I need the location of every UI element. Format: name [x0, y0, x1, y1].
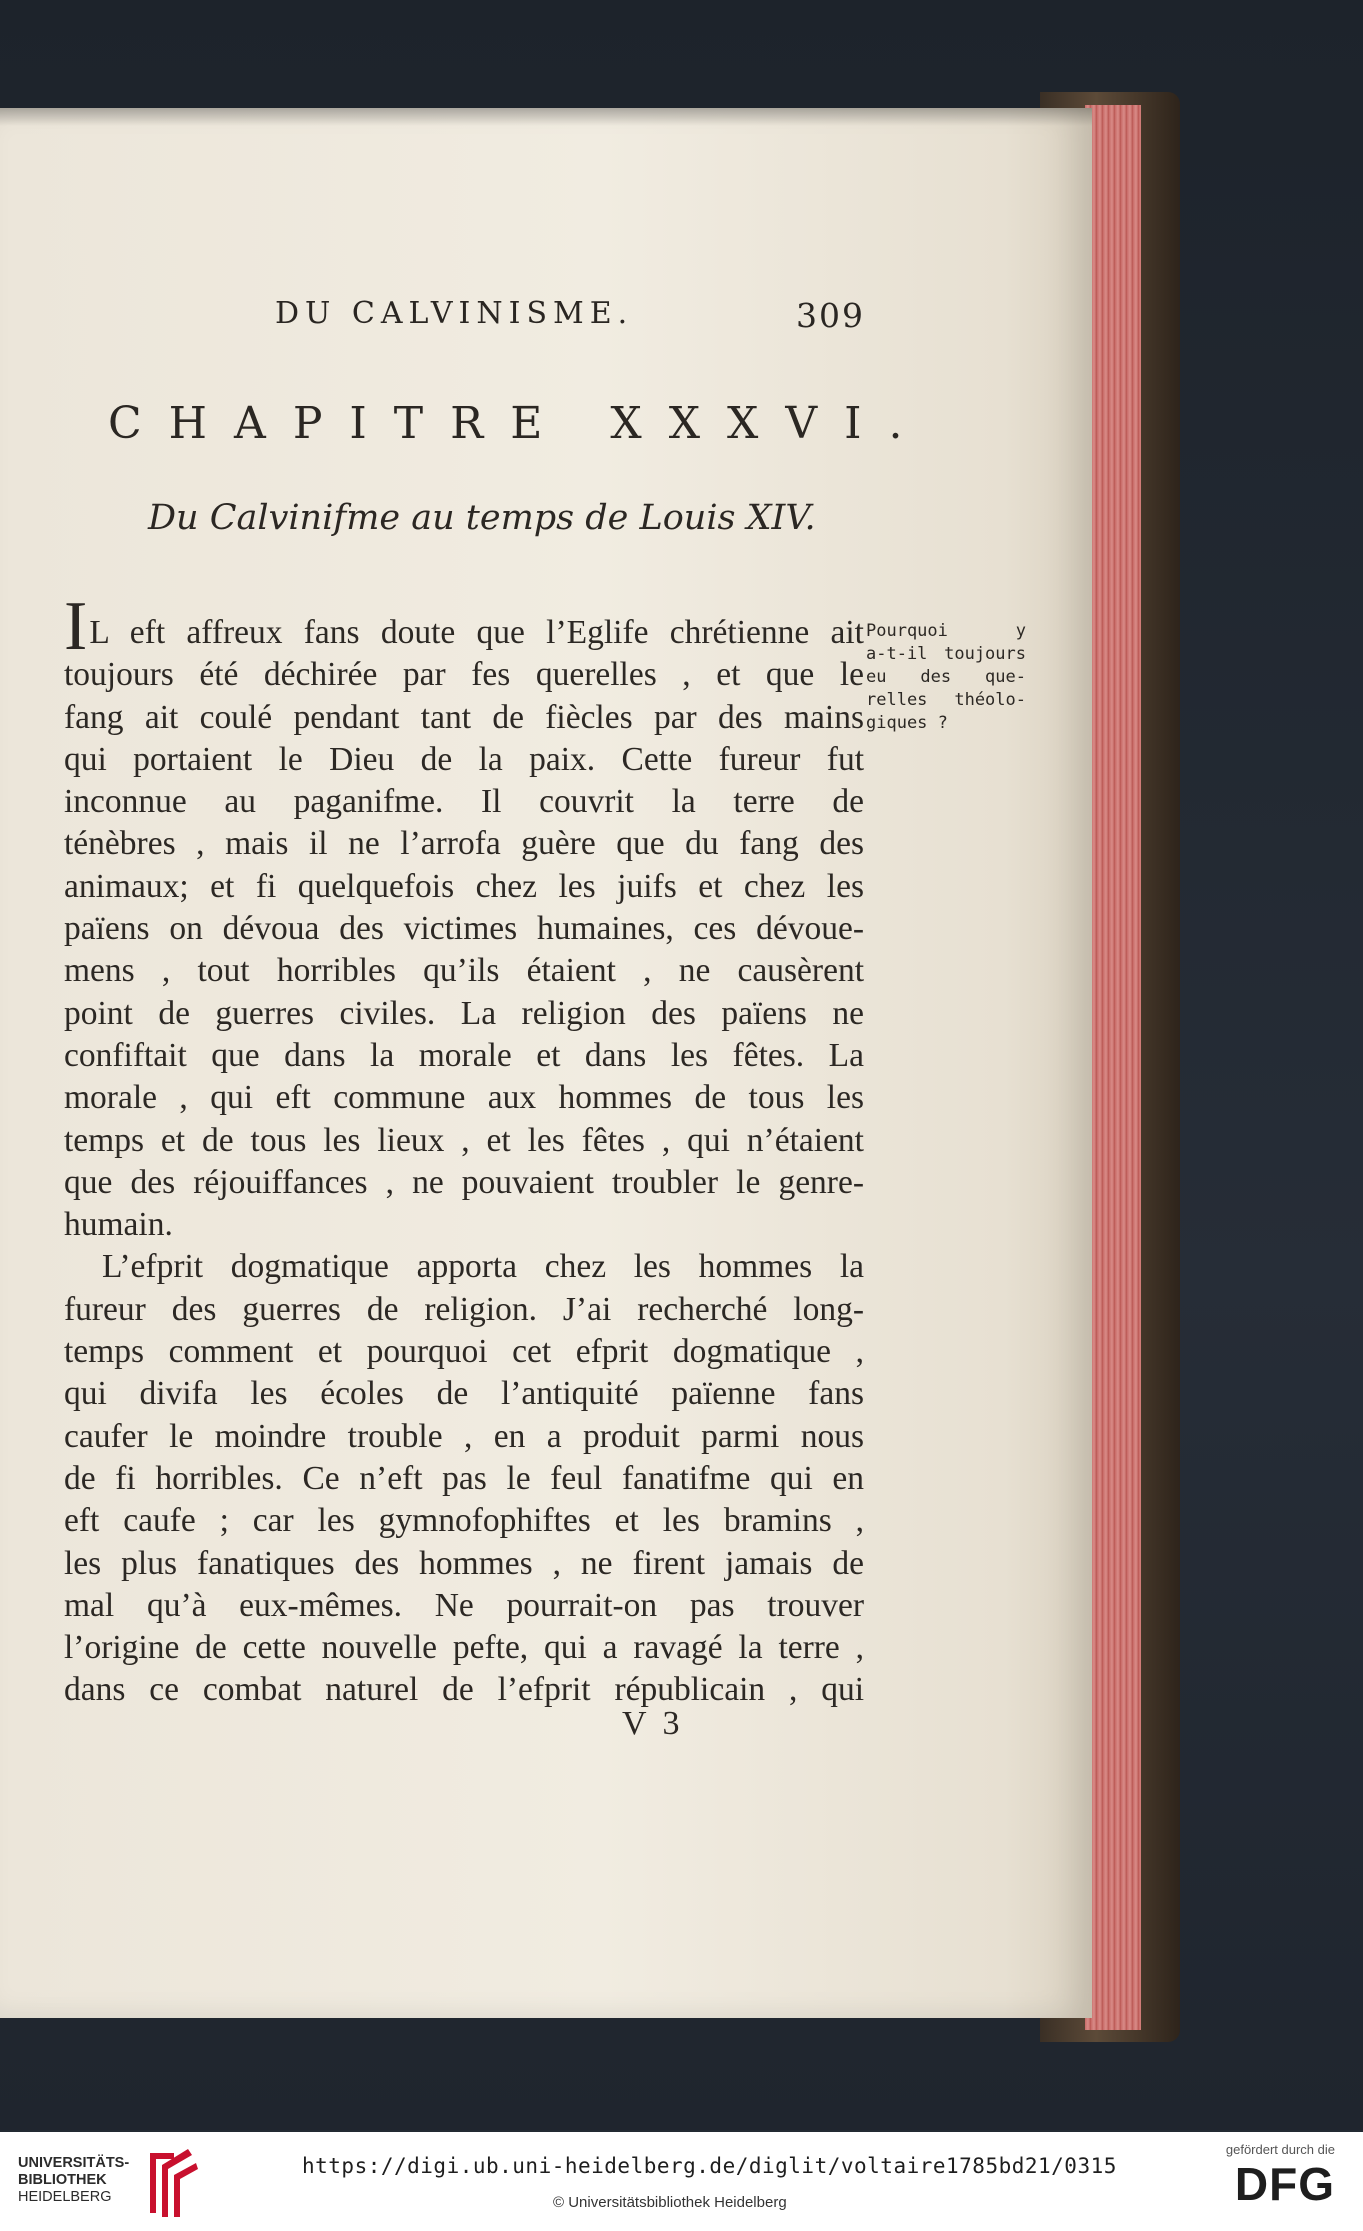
chapter-heading: CHAPITRE XXXVI.: [108, 398, 930, 449]
margin-note-line: Pourquoi y: [866, 621, 1026, 641]
footer-bar: [0, 2132, 1363, 2231]
text-line: morale , qui eft commune aux hommes de tous les: [64, 1079, 864, 1117]
text-line: temps comment et pourquoi cet efprit dogmatique ,: [64, 1333, 864, 1371]
page-number: 309: [796, 296, 865, 335]
library-emblem-icon: [140, 2147, 202, 2219]
text-line: de fi horribles. Ce n’eft pas le feul fanatifme qui en: [64, 1459, 864, 1497]
text-line: l’origine de cette nouvelle pefte, qui a ravagé la terre ,: [64, 1629, 864, 1667]
text-line: païens on dévoua des victimes humaines, ces dévoue-: [64, 910, 864, 948]
text-line: fang ait coulé pendant tant de fiècles par des mains: [64, 698, 864, 736]
page-red-edge: [1085, 105, 1141, 2030]
margin-note: [866, 620, 1026, 735]
text-line: qui divifa les écoles de l’antiquité païenne fans: [64, 1375, 864, 1413]
signature-mark: V 3: [622, 1705, 684, 1742]
margin-note-line: giques ?: [866, 713, 948, 733]
running-header: [275, 296, 865, 346]
text-line: mal qu’à eux-mêmes. Ne pourrait-on pas trouver: [64, 1586, 864, 1624]
text-line: inconnue au paganifme. Il couvrit la terre de: [64, 783, 864, 821]
text-line: temps et de tous les lieux , et les fêtes , qui n’étaient: [64, 1121, 864, 1159]
body-text: [64, 588, 864, 1712]
text-line: toujours été déchirée par fes querelles , et que le: [64, 656, 864, 694]
text-line: les plus fanatiques des hommes , ne firent jamais de: [64, 1544, 864, 1582]
dfg-logo[interactable]: DFG: [1234, 2158, 1335, 2210]
funding-info: [1190, 2142, 1335, 2222]
text-line: point de guerres civiles. La religion des païens ne: [64, 994, 864, 1032]
text-line: ténèbres , mais il ne l’arrofa guère que du fang des: [64, 825, 864, 863]
text-line: IL eft affreux fans doute que l’Eglife chrétienne ait: [64, 588, 864, 665]
text-line: humain.: [64, 1206, 173, 1244]
text-line: L’efprit dogmatique apporta chez les hommes la: [102, 1248, 864, 1286]
library-name: UNIVERSITÄTS- BIBLIOTHEK HEIDELBERG: [18, 2155, 130, 2205]
source-url-link[interactable]: https://digi.ub.uni-heidelberg.de/diglit/voltaire1785bd21/0315: [302, 2154, 1117, 2178]
text-line: dans ce combat naturel de l’efprit républicain , qui: [64, 1671, 864, 1709]
text-line: que des réjouiffances , ne pouvaient troubler le genre-: [64, 1163, 864, 1201]
page-shadow: [0, 108, 1092, 126]
funding-label: gefördert durch die: [1225, 2142, 1335, 2157]
running-title: DU CALVINISME.: [275, 296, 634, 331]
text-line: caufer le moindre trouble , en a produit parmi nous: [64, 1417, 864, 1455]
text-line: confiftait que dans la morale et dans les fêtes. La: [64, 1036, 864, 1074]
margin-note-line: eu des que-: [866, 667, 1026, 687]
text-line: fureur des guerres de religion. J’ai recherché long-: [64, 1290, 864, 1328]
text-line: qui portaient le Dieu de la paix. Cette fureur fut: [64, 740, 864, 778]
text-line: eft caufe ; car les gymnofophiftes et les bramins ,: [64, 1502, 864, 1540]
text-line: animaux; et fi quelquefois chez les juifs et chez les: [64, 867, 864, 905]
copyright-text: © Universitätsbibliothek Heidelberg: [553, 2194, 787, 2211]
drop-cap: I: [64, 588, 88, 665]
margin-note-line: relles théolo-: [866, 690, 1026, 710]
text-line: mens , tout horribles qu’ils étaient , ne causèrent: [64, 952, 864, 990]
library-logo[interactable]: [18, 2147, 193, 2217]
chapter-subtitle: Du Calvinifme au temps de Louis XIV.: [148, 498, 816, 538]
margin-note-line: a-t-il toujours: [866, 644, 1026, 664]
